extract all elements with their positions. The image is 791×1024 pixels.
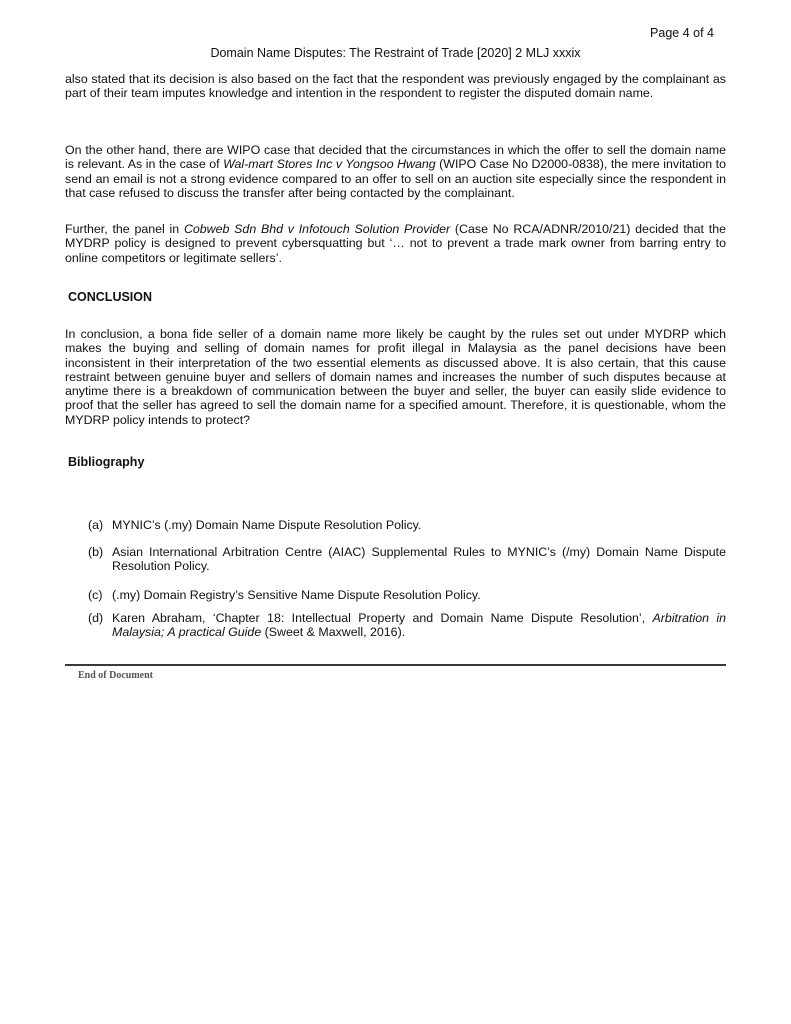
bibliography-text: (.my) Domain Registry’s Sensitive Name Dispute Resolution Policy. [112,588,481,602]
paragraph-2-text-after: (WIPO Case No D2000-0838), the mere invitation to send an email is not a strong evidence compared to an offer to sell on an auction site especially since the respondent in that case refused to discuss the transfer after being contacted by the complainant. [65,157,726,200]
paragraph-3-text-before: Further, the panel in [65,222,184,236]
paragraph-3-text-after: (Case No RCA/ADNR/2010/21) decided that the MYDRP policy is designed to prevent cybersquatting but ‘… not to prevent a trade mark owner from barring entry to online competitors or legitimate sellers’. [65,222,726,265]
book-title: Arbitration in Malaysia; A practical Guide [112,611,727,640]
paragraph-2-text-before: On the other hand, there are WIPO case that decided that the circumstances in which the offer to sell the domain name is relevant. As in the case of [65,143,726,172]
page-number: Page 4 of 4 [650,26,714,40]
case-name-walmart: Wal-mart Stores Inc v Yongsoo Hwang [223,157,436,172]
bibliography-label: (a) [88,518,104,532]
bibliography-text-after: (Sweet & Maxwell, 2016). [261,625,406,640]
paragraph-1: also stated that its decision is also based on the fact that the respondent was previously engaged by the complainant as part of their team imputes knowledge and intention in the respondent to register the disputed domain name. [65,72,726,101]
end-divider [65,664,726,666]
bibliography-item-b [88,545,726,574]
bibliography-label: (d) [88,611,104,625]
bibliography-label: (b) [88,545,104,559]
bibliography-text [112,611,726,640]
bibliography-text: Asian International Arbitration Centre (AIAC) Supplemental Rules to MYNIC’s (/my) Domain Name Dispute Resolution Policy. [112,545,726,574]
bibliography-text-before: Karen Abraham, ‘Chapter 18: Intellectual Property and Domain Name Dispute Resolution’, [112,611,653,625]
case-name-cobweb: Cobweb Sdn Bhd v Infotouch Solution Provider [183,222,451,236]
running-title: Domain Name Disputes: The Restraint of Trade [2020] 2 MLJ xxxix [210,46,581,60]
paragraph-3 [65,222,726,265]
paragraph-2 [65,143,726,200]
bibliography-heading: Bibliography [68,455,145,469]
end-of-document-label: End of Document [78,670,154,681]
bibliography-item-d [88,611,726,640]
bibliography-text: MYNIC’s (.my) Domain Name Dispute Resolution Policy. [112,518,422,532]
bibliography-label: (c) [88,588,103,602]
bibliography-item-c [88,588,726,602]
bibliography-item-a [88,518,726,532]
conclusion-heading: CONCLUSION [68,290,153,304]
conclusion-paragraph: In conclusion, a bona fide seller of a domain name more likely be caught by the rules set out under MYDRP which makes the buying and selling of domain names for profit illegal in Malaysia as the panel decisions have been inconsistent in their interpretation of the two essential elements as discussed above. It is also certain, that this cause restraint between genuine buyer and sellers of domain names and increases the number of such disputes because at anytime there is a breakdown of communication between the buyer and seller, the buyer can easily slide evidence to proof that the seller has agreed to sell the domain name for a specified amount. Therefore, it is questionable, whom the MYDRP policy intends to protect? [65,327,726,427]
